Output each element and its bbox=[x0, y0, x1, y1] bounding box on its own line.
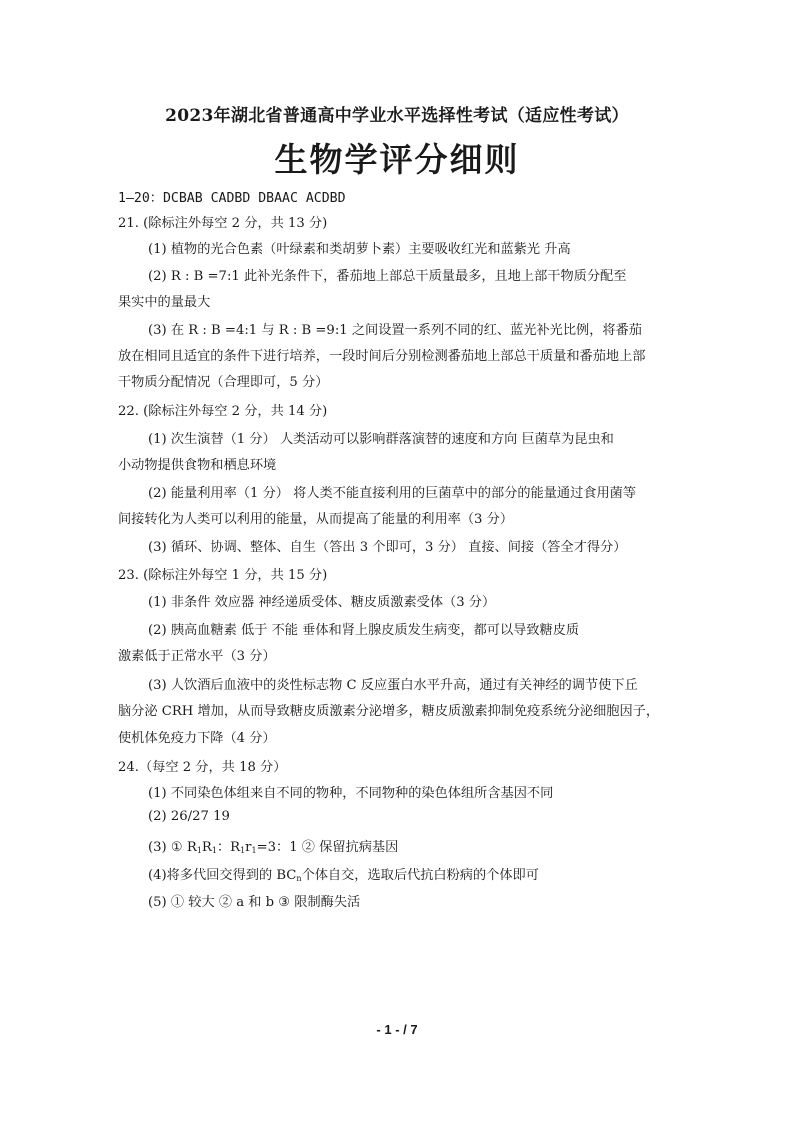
q24-part3-sub3: 1 bbox=[240, 846, 246, 855]
q23-part3-line2: 脑分泌 CRH 增加，从而导致糖皮质激素分泌增多，糖皮质激素抑制免疫系统分泌细胞因子， bbox=[118, 704, 660, 719]
q22-part3: (3) 循环、协调、整体、自生（答出 3 个即可，3 分） 直接、间接（答全才得分） bbox=[148, 540, 627, 555]
q24-part1: (1) 不同染色体组来自不同的物种，不同物种的染色体组所含基因不同 bbox=[148, 786, 554, 801]
exam-title: 2023年湖北省普通高中学业水平选择性考试（适应性考试） bbox=[165, 106, 629, 126]
q21-part3-line3: 干物质分配情况（合理即可，5 分） bbox=[118, 375, 329, 390]
q23-part2-line1: (2) 胰高血糖素 低于 不能 垂体和肾上腺皮质发生病变，都可以导致糖皮质 bbox=[148, 623, 580, 638]
q21-part2-line2: 果实中的量最大 bbox=[118, 295, 211, 310]
q21-part2-line1: (2) R : B =7:1 此补光条件下，番茄地上部总干质量最多，且地上部干物质分配至 bbox=[148, 269, 627, 284]
q24-part4-suffix: 个体自交，选取后代抗白粉病的个体即可 bbox=[301, 868, 539, 883]
q24-part4-sub: n bbox=[296, 874, 302, 883]
page-number: - 1 - / 7 bbox=[376, 1022, 418, 1037]
q24-part4-prefix: (4)将多代回交得到的 BC bbox=[148, 868, 297, 883]
q21-heading: 21. (除标注外每空 2 分，共 13 分) bbox=[118, 216, 328, 231]
q22-heading: 22. (除标注外每空 2 分，共 14 分) bbox=[118, 404, 328, 419]
q24-part5: (5) ① 较大 ② a 和 b ③ 限制酶失活 bbox=[148, 895, 361, 910]
q22-part2-line1: (2) 能量利用率（1 分） 将人类不能直接利用的巨菌草中的部分的能量通过食用菌等 bbox=[148, 486, 637, 501]
q21-part3-line2: 放在相同且适宜的条件下进行培养，一段时间后分别检测番茄地上部总干质量和番茄地上部 bbox=[118, 349, 646, 364]
document-subtitle: 生物学评分细则 bbox=[274, 140, 520, 179]
q22-part1-line1: (1) 次生演替（1 分） 人类活动可以影响群落演替的速度和方向 巨菌草为昆虫和 bbox=[148, 432, 614, 447]
choice-answers: 1—20：DCBAB CADBD DBAAC ACDBD bbox=[118, 191, 346, 206]
q24-part3-mid3: r bbox=[245, 840, 252, 855]
q23-part3-line1: (3) 人饮酒后血液中的炎性标志物 C 反应蛋白水平升高，通过有关神经的调节使下丘 bbox=[148, 678, 638, 693]
q23-part1: (1) 非条件 效应器 神经递质受体、糖皮质激素受体（3 分） bbox=[148, 595, 496, 610]
q22-part2-line2: 间接转化为人类可以利用的能量，从而提高了能量的利用率（3 分） bbox=[118, 512, 514, 527]
q24-part3-sub1: 1 bbox=[196, 846, 202, 855]
q23-part3-line3: 使机体免疫力下降（4 分） bbox=[118, 731, 276, 746]
q24-part3-prefix: (3) ① R bbox=[148, 840, 197, 855]
q22-part1-line2: 小动物提供食物和栖息环境 bbox=[118, 458, 277, 473]
q24-part3-sub4: 1 bbox=[251, 846, 257, 855]
q24-part3-suffix: =3：1 ② 保留抗病基因 bbox=[256, 840, 399, 855]
q21-part1: (1) 植物的光合色素（叶绿素和类胡萝卜素）主要吸收红光和蓝紫光 升高 bbox=[148, 242, 571, 257]
q23-part2-line2: 激素低于正常水平（3 分） bbox=[118, 649, 276, 664]
q21-part3-line1: (3) 在 R : B =4:1 与 R : B =9:1 之间设置一系列不同的红、蓝光补光比例，将番茄 bbox=[148, 323, 642, 338]
q23-heading: 23. (除标注外每空 1 分，共 15 分) bbox=[118, 568, 328, 583]
q24-part3-mid1: R bbox=[201, 840, 212, 855]
q24-part3-mid2: ：R bbox=[216, 840, 241, 855]
q24-part4 bbox=[148, 864, 718, 883]
q24-heading: 24.（每空 2 分，共 18 分） bbox=[118, 760, 287, 775]
q24-part3 bbox=[148, 836, 718, 855]
q24-part3-sub2: 1 bbox=[211, 846, 217, 855]
q24-part2: (2) 26/27 19 bbox=[148, 809, 230, 824]
